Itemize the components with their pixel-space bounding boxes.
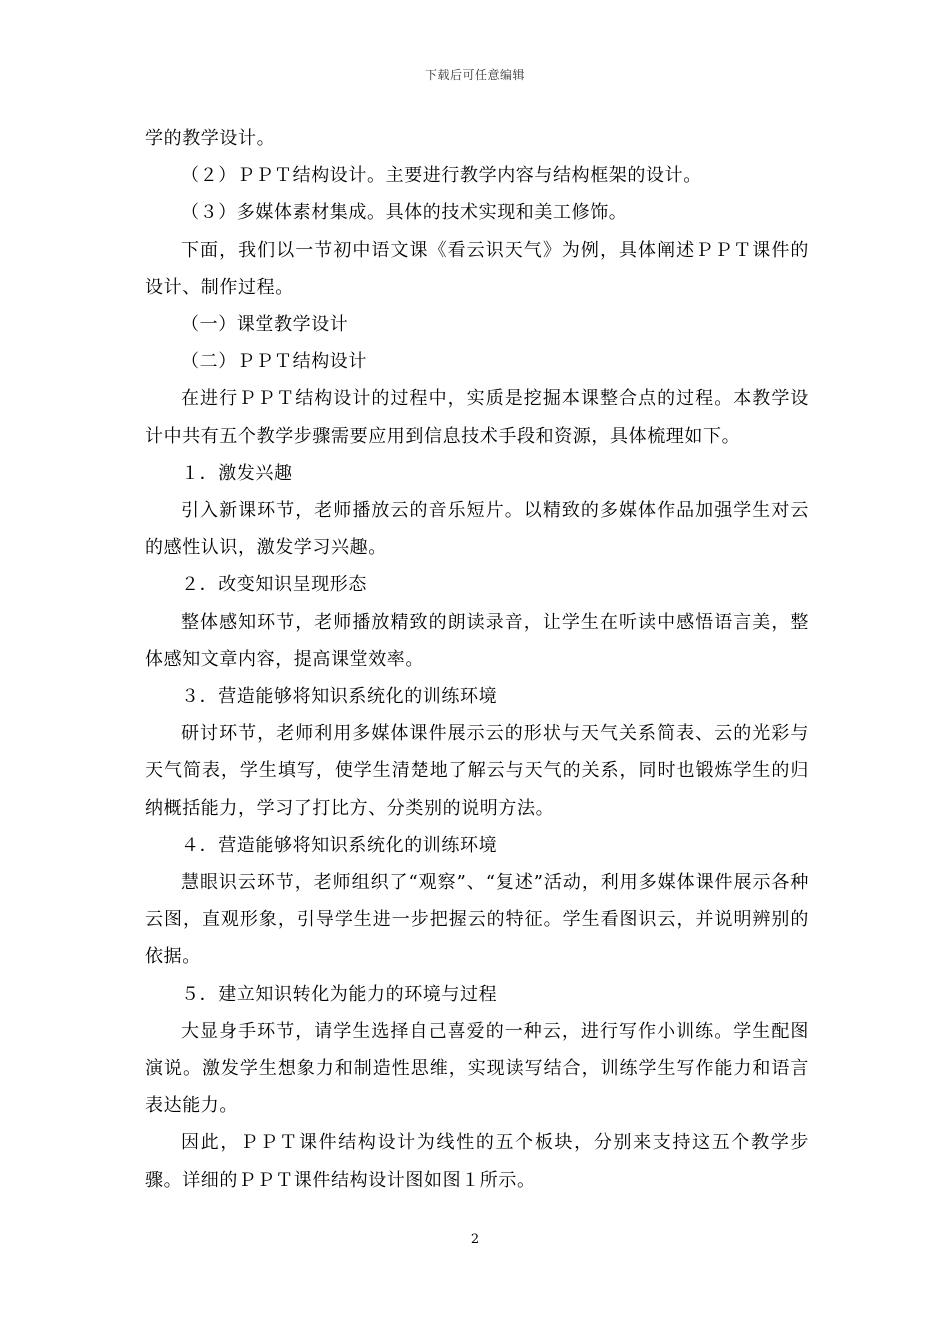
page-header: 下载后可任意编辑 — [424, 68, 525, 82]
paragraph-continuation: 学的教学设计。 — [145, 128, 276, 149]
step-body-5: 大显身手环节，请学生选择自己喜爱的一种云，进行写作小训练。学生配图演说。激发学生想象力和制造性思维，实现读写结合，训练学生写作能力和语言表达能力。 — [145, 1020, 809, 1117]
paragraph-item-2: （２）ＰＰＴ结构设计。主要进行教学内容与结构框架的设计。 — [181, 165, 702, 187]
step-heading-3: ３．营造能够将知识系统化的训练环境 — [181, 686, 498, 708]
step-heading-4: ４．营造能够将知识系统化的训练环境 — [181, 834, 498, 856]
step-body-1: 引入新课环节，老师播放云的音乐短片。以精致的多媒体作品加强学生对云的感性认识，激发学习兴趣。 — [145, 500, 809, 559]
paragraph-structure: 在进行ＰＰＴ结构设计的过程中，实质是挖掘本课整合点的过程。本教学设计中共有五个教学步骤需要应用到信息技术手段和资源，具体梳理如下。 — [145, 388, 809, 447]
step-body-2: 整体感知环节，老师播放精致的朗读录音，让学生在听读中感悟语言美，整体感知文章内容，提高课堂效率。 — [145, 611, 809, 670]
step-body-4: 慧眼识云环节，老师组织了“观察”、“复述”活动，利用多媒体课件展示各种云图，直观形象，引导学生进一步把握云的特征。学生看图识云，并说明辨别的依据。 — [145, 872, 809, 968]
paragraph-item-3: （３）多媒体素材集成。具体的技术实现和美工修饰。 — [181, 202, 628, 224]
step-heading-2: ２．改变知识呈现形态 — [181, 574, 367, 596]
step-body-3: 研讨环节，老师利用多媒体课件展示云的形状与天气关系简表、云的光彩与天气简表，学生填写，使学生清楚地了解云与天气的关系，同时也锻炼学生的归纳概括能力，学习了打比方、分类别的说明方法。 — [145, 723, 809, 819]
page-number: 2 — [470, 1232, 480, 1247]
section-heading-2: （二）ＰＰＴ结构设计 — [181, 351, 367, 373]
document-body — [145, 120, 809, 1199]
section-heading-1: （一）课堂教学设计 — [181, 314, 349, 336]
paragraph-conclusion: 因此，ＰＰＴ课件结构设计为线性的五个板块，分别来支持这五个教学步骤。详细的ＰＰＴ课件结构设计图如图１所示。 — [145, 1132, 809, 1191]
step-heading-5: ５．建立知识转化为能力的环境与过程 — [181, 983, 498, 1005]
paragraph-intro: 下面，我们以一节初中语文课《看云识天气》为例，具体阐述ＰＰＴ课件的设计、制作过程。 — [145, 239, 809, 298]
step-heading-1: １．激发兴趣 — [181, 462, 293, 484]
